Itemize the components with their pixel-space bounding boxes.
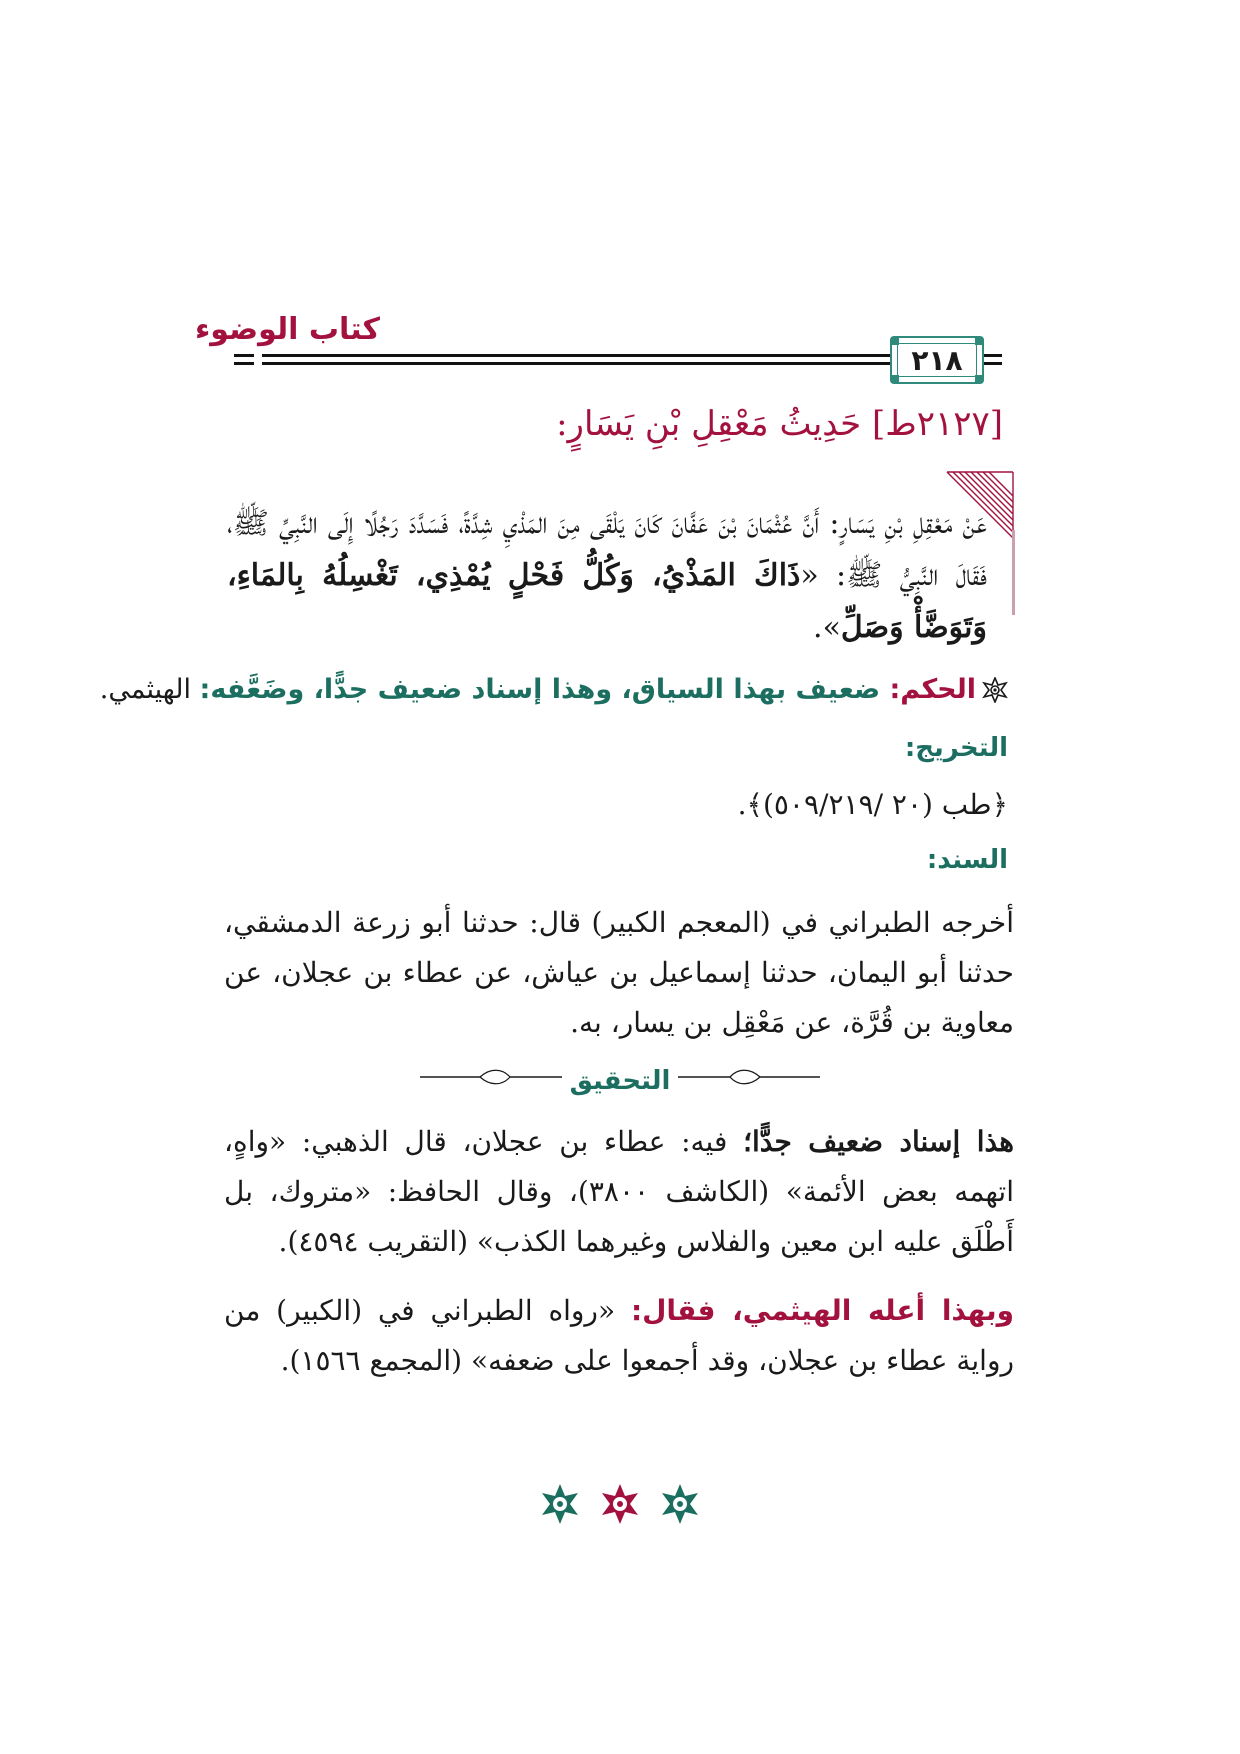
hadith-line-3b: يُمْذِي، تَغْسِلُهُ بِالمَاءِ، وَتَوَضَّأْ وَصَلِّ [227,558,987,645]
hadith-line-3c: ». [813,610,841,645]
tahqiq-p2-text: «رواه الطبراني في (الكبير) من رواية عطاء بن عجلان، وقد أجمعوا على ضعفه» (المجمع ١٥٦٦). [224,1294,1014,1377]
tahqiq-p1-text: فيه: عطاء بن عجلان، قال الذهبي: «واهٍ، اتهمه بعض الأئمة» (الكاشف ٣٨٠٠)، وقال الحافظ: «متروك، بل أَطْلَق عليه ابن معين والفلاس وغيرهما الكذب» (التقريب ٤٥٩٤). [224,1125,1014,1258]
tahqiq-p2-bold: وبهذا أعله الهيثمي، فقال: [630,1294,1014,1327]
page-number: ٢١٨ [897,343,977,377]
ruling-line [99,674,1008,705]
tahqiq-heading: التحقيق [562,1066,679,1096]
hadith-title: [٢١٢٧ط] حَدِيثُ مَعْقِلِ بْنِ يَسَارٍ: [556,404,1003,444]
flower-ornament-icon [542,1484,698,1524]
header-rule-left-top [234,354,254,357]
tahqiq-p1-bold: هذا إسناد ضعيف جدًّا؛ [743,1125,1015,1158]
book-title: كتاب الوضوء [194,312,380,347]
hadith-line-2a: فَسَدَّدَ رَجُلًا إِلَى النَّبِيِّ ﷺ، فَقَالَ النَّبِيُّ ﷺ: « [227,506,987,593]
takhrij-reference: ﴿طب (٢٠ /٥٠٩/٢١٩)﴾. [737,788,1008,821]
tahqiq-heading-wrap [0,1066,1240,1096]
hadith-line-1: عَنْ مَعْقِلِ بْنِ يَسَارٍ: أَنَّ عُثْمَانَ بْنَ عَفَّانَ كَانَ يَلْقَى مِنَ المَذْيِ شِدَّةً، [458,506,987,541]
hadith-line-2b: ذَاكَ المَذْيُ، وَكُلُّ فَحْلٍ [507,558,801,593]
page-number-badge [890,336,984,384]
hadith-side-bar [1012,530,1015,615]
ruling-text: ضعيف بهذا السياق، وهذا إسناد ضعيف جدًّا، وضَعَّفه: [199,674,890,705]
hadith-text [227,498,987,654]
tahqiq-paragraph-1 [224,1117,1014,1267]
end-ornaments [536,1480,704,1528]
flower-ornament-icon [982,677,1008,703]
ruling-label: الحكم: [889,674,976,705]
tahqiq-paragraph-2 [224,1286,1014,1386]
takhrij-label: التخريج: [904,733,1008,763]
ruling-ruler: الهيثمي. [99,674,200,705]
sanad-label: السند: [926,845,1008,875]
header-rule-left-bottom [234,362,254,365]
sanad-text: أخرجه الطبراني في (المعجم الكبير) قال: حدثنا أبو زرعة الدمشقي، حدثنا أبو اليمان، حدثنا إسماعيل بن عياش، عن عطاء بن عجلان، عن معاوية بن قُرَّة، عن مَعْقِل بن يسار، به. [224,906,1014,1039]
